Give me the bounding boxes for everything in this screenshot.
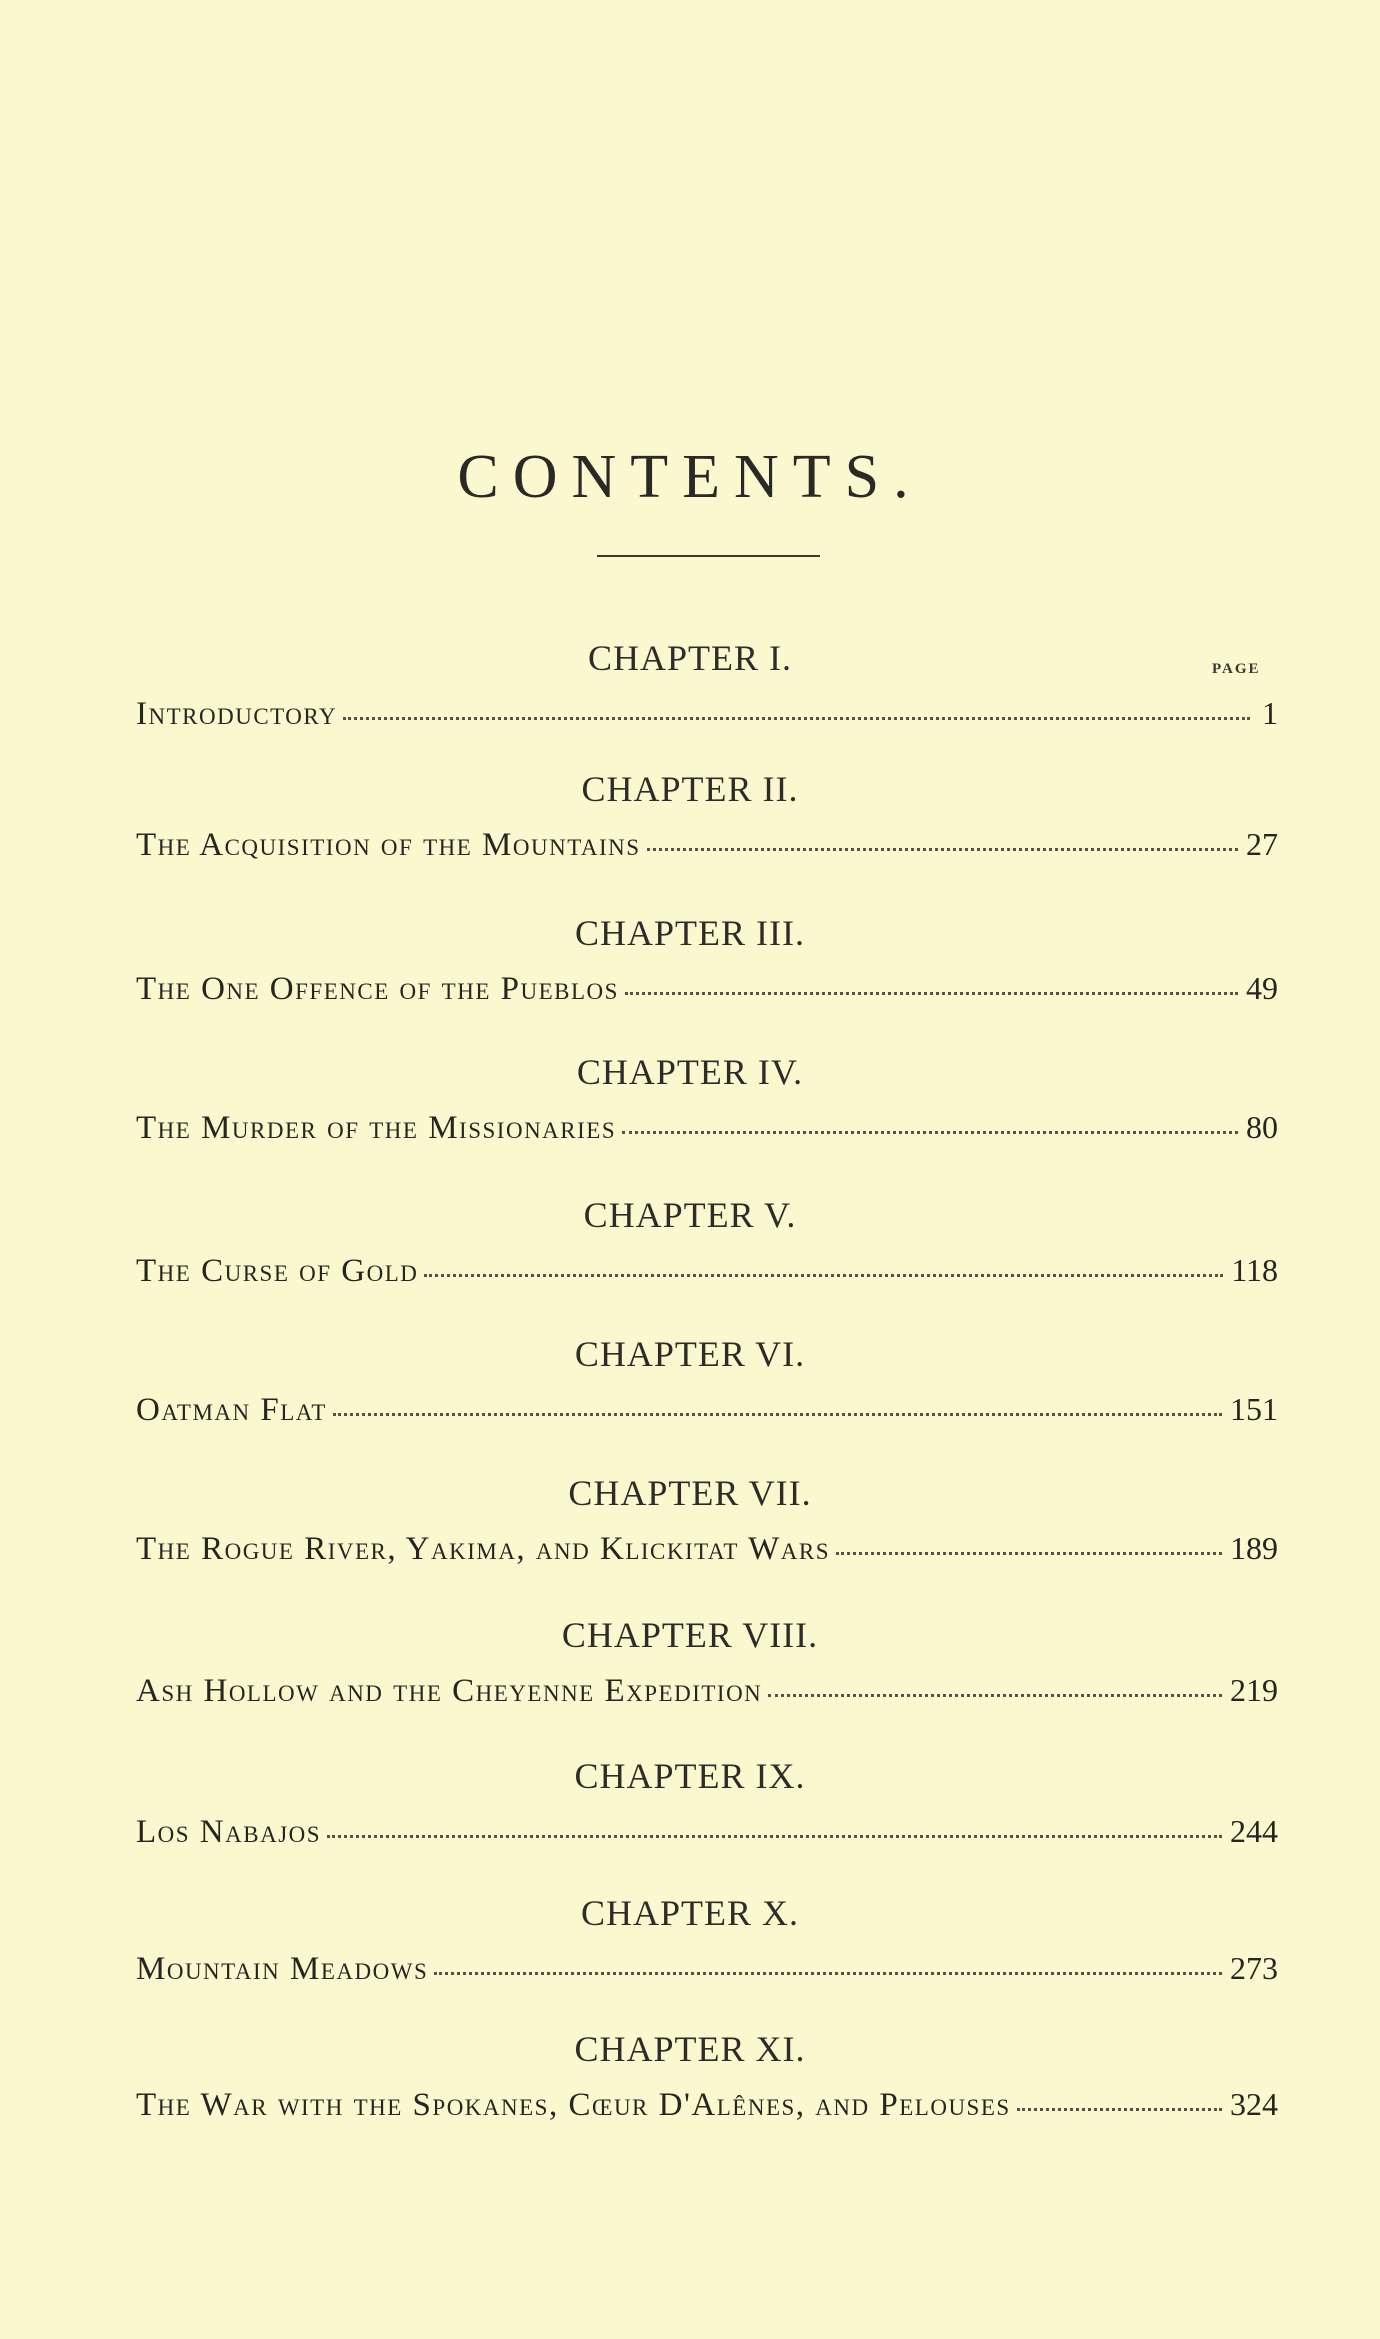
toc-entry[interactable] (136, 1674, 1278, 1708)
entry-title: The Curse of Gold (136, 1253, 419, 1289)
entry-title: The One Offence of the Pueblos (136, 971, 619, 1007)
chapter-heading: CHAPTER XI. (574, 2029, 806, 2069)
toc-entry[interactable] (136, 828, 1278, 862)
dot-leader (768, 1694, 1222, 1697)
toc-entry[interactable] (136, 972, 1278, 1006)
toc-entry[interactable] (136, 1393, 1278, 1427)
chapter-heading: CHAPTER III. (575, 913, 805, 953)
entry-page-number: 49 (1246, 970, 1278, 1006)
entry-title: Ash Hollow and the Cheyenne Expedition (136, 1673, 763, 1709)
entry-page-number: 151 (1230, 1391, 1278, 1427)
toc-entry[interactable] (136, 697, 1278, 731)
toc-entry[interactable] (136, 1111, 1278, 1145)
entry-title: The War with the Spokanes, Cœur D'Alênes, and Pelouses (136, 2087, 1011, 2123)
dot-leader (647, 848, 1238, 851)
entry-title: The Acquisition of the Mountains (136, 827, 641, 863)
toc-entry[interactable] (136, 1952, 1278, 1986)
entry-title: Los Nabajos (136, 1814, 322, 1850)
title-rule (597, 555, 820, 557)
chapter-heading: CHAPTER I. (587, 638, 792, 678)
chapter-heading: CHAPTER VII. (568, 1473, 812, 1513)
entry-page-number: 1 (1262, 695, 1278, 731)
entry-title: The Rogue River, Yakima, and Klickitat Wars (136, 1531, 831, 1567)
dot-leader (424, 1274, 1223, 1277)
toc-entry[interactable] (136, 1815, 1278, 1849)
entry-title: Introductory (136, 696, 338, 732)
dot-leader (836, 1552, 1222, 1555)
toc-entry[interactable] (136, 1532, 1278, 1566)
chapter-heading: CHAPTER VI. (574, 1334, 806, 1374)
dot-leader (1017, 2108, 1222, 2111)
chapter-heading: CHAPTER V. (583, 1195, 797, 1235)
entry-page-number: 118 (1231, 1252, 1278, 1288)
entry-page-number: 189 (1230, 1530, 1278, 1566)
page-column-label: PAGE (1212, 661, 1261, 677)
entry-page-number: 244 (1230, 1813, 1278, 1849)
dot-leader (327, 1835, 1222, 1838)
toc-entry[interactable] (136, 2088, 1278, 2122)
chapter-heading: CHAPTER IX. (574, 1756, 806, 1796)
dot-leader (434, 1972, 1222, 1975)
chapter-heading: CHAPTER X. (580, 1893, 800, 1933)
entry-title: The Murder of the Missionaries (136, 1110, 617, 1146)
chapter-heading: CHAPTER IV. (576, 1052, 804, 1092)
page-title: CONTENTS. (457, 443, 923, 511)
entry-page-number: 324 (1230, 2086, 1278, 2122)
entry-page-number: 273 (1230, 1950, 1278, 1986)
entry-title: Mountain Meadows (136, 1951, 429, 1987)
chapter-heading: CHAPTER VIII. (561, 1615, 819, 1655)
chapter-heading: CHAPTER II. (581, 769, 799, 809)
entry-page-number: 219 (1230, 1672, 1278, 1708)
dot-leader (625, 992, 1238, 995)
entry-page-number: 80 (1246, 1109, 1278, 1145)
dot-leader (343, 717, 1250, 720)
entry-title: Oatman Flat (136, 1392, 327, 1428)
entry-page-number: 27 (1246, 826, 1278, 862)
dot-leader (622, 1131, 1238, 1134)
dot-leader (333, 1413, 1222, 1416)
toc-entry[interactable] (136, 1254, 1278, 1288)
